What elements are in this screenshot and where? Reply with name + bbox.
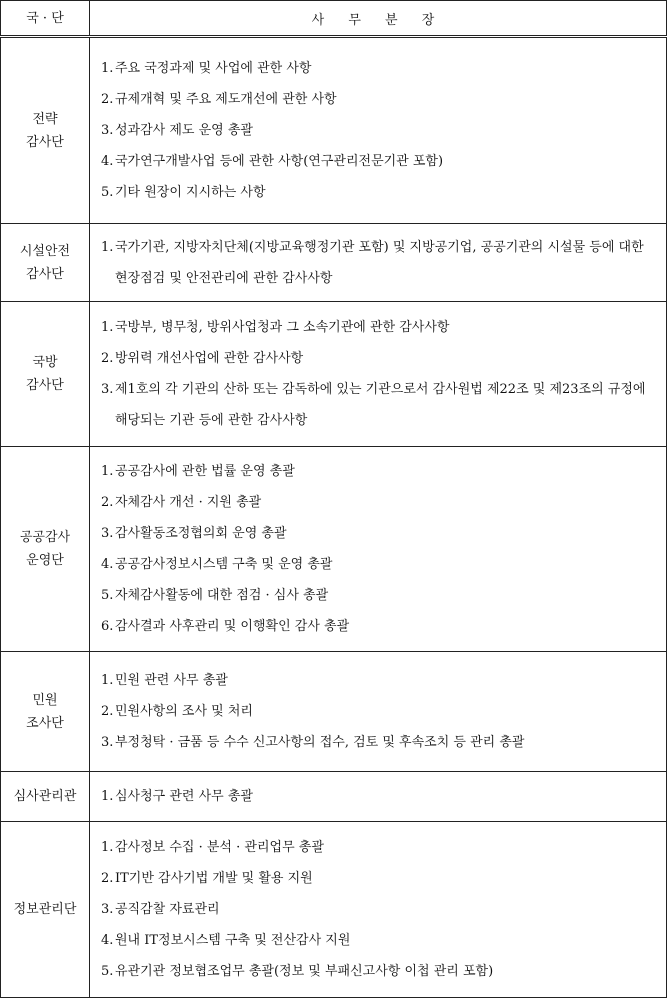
duty-item-number: 3. bbox=[101, 526, 114, 541]
dept-cell bbox=[1, 224, 90, 302]
dept-cell bbox=[1, 652, 90, 772]
duty-item-number: 5. bbox=[101, 588, 114, 603]
duty-item-number: 4. bbox=[101, 154, 114, 169]
duty-item-text: 주요 국정과제 및 사업에 관한 사항 bbox=[115, 61, 312, 76]
duty-item-text: 유관기관 정보협조업무 총괄(정보 및 부패신고사항 이첩 관리 포함) bbox=[115, 964, 494, 979]
duty-item-text: 부정청탁 · 금품 등 수수 신고사항의 접수, 검토 및 후속조치 등 관리 총괄 bbox=[115, 735, 525, 750]
duty-item-number: 4. bbox=[101, 933, 114, 948]
duty-item bbox=[101, 956, 656, 987]
dept-name-line: 조사단 bbox=[26, 715, 64, 731]
duty-item-number: 5. bbox=[101, 185, 114, 200]
dept-name-line: 시설안전 bbox=[19, 243, 71, 259]
duty-item bbox=[101, 925, 656, 956]
dept-name-line: 감사단 bbox=[26, 378, 64, 393]
duty-item bbox=[101, 177, 656, 208]
duty-item-text: 국가기관, 지방자치단체(지방교육행정기관 포함) 및 지방공기업, 공공기관의 시설물 등에 대한 현장점검 및 안전관리에 관한 감사사항 bbox=[115, 239, 644, 286]
table-row bbox=[1, 652, 667, 772]
duty-item-number: 1. bbox=[101, 61, 114, 76]
duty-item-number: 3. bbox=[101, 123, 114, 138]
dept-name-line: 민원 bbox=[32, 692, 58, 708]
duty-item-number: 5. bbox=[101, 964, 114, 979]
duty-item-number: 1. bbox=[101, 840, 114, 855]
duty-item bbox=[101, 863, 656, 894]
duty-item-text: 국방부, 병무청, 방위사업청과 그 소속기관에 관한 감사사항 bbox=[115, 320, 450, 335]
duty-item bbox=[101, 727, 656, 758]
duty-item bbox=[101, 696, 656, 727]
duty-cell bbox=[90, 224, 667, 302]
duty-list bbox=[101, 832, 656, 987]
dept-name-line: 국방 bbox=[32, 355, 58, 370]
duty-item bbox=[101, 146, 656, 177]
duty-list bbox=[101, 232, 656, 294]
duty-item-text: 국가연구개발사업 등에 관한 사항(연구관리전문기관 포함) bbox=[115, 154, 444, 169]
duty-item-number: 2. bbox=[101, 704, 114, 719]
duty-item bbox=[101, 549, 656, 580]
table-body bbox=[1, 37, 667, 998]
duty-item-text: 자체감사 개선 · 지원 총괄 bbox=[115, 495, 262, 510]
duty-item-text: 감사정보 수집 · 분석 · 관리업무 총괄 bbox=[115, 840, 324, 855]
dept-name-line: 감사단 bbox=[26, 266, 64, 282]
duty-cell bbox=[90, 302, 667, 447]
duty-item-text: 공공감사정보시스템 구축 및 운영 총괄 bbox=[115, 557, 333, 572]
duty-item bbox=[101, 518, 656, 549]
duty-item-number: 1. bbox=[101, 673, 114, 688]
dept-cell bbox=[1, 772, 90, 822]
duty-list bbox=[101, 312, 656, 436]
duty-item bbox=[101, 53, 656, 84]
duty-cell bbox=[90, 37, 667, 224]
duty-item bbox=[101, 312, 656, 343]
dept-name-line: 감사단 bbox=[26, 134, 64, 150]
duty-item-text: 방위력 개선사업에 관한 감사사항 bbox=[115, 351, 304, 366]
dept-cell bbox=[1, 37, 90, 224]
duty-item-number: 1. bbox=[101, 239, 114, 255]
duty-cell bbox=[90, 772, 667, 822]
duty-item-number: 2. bbox=[101, 351, 114, 366]
table-row bbox=[1, 447, 667, 652]
dept-name-line: 정보관리단 bbox=[13, 902, 77, 917]
duty-item bbox=[101, 374, 656, 436]
duty-item-text: IT기반 감사기법 개발 및 활용 지원 bbox=[115, 871, 313, 886]
header-dept: 국 · 단 bbox=[1, 1, 90, 37]
header-duty: 사 무 분 장 bbox=[90, 1, 667, 37]
duty-item-text: 성과감사 제도 운영 총괄 bbox=[115, 123, 253, 138]
duty-item-text: 감사활동조정협의회 운영 총괄 bbox=[115, 526, 287, 541]
duty-item-text: 공직감찰 자료관리 bbox=[115, 902, 220, 917]
duty-item-number: 3. bbox=[101, 902, 114, 917]
duty-item bbox=[101, 232, 656, 294]
duty-item-text: 원내 IT정보시스템 구축 및 전산감사 지원 bbox=[115, 933, 351, 948]
duty-item bbox=[101, 781, 656, 812]
dept-name-line: 전략 bbox=[32, 111, 58, 127]
duty-list bbox=[101, 781, 656, 812]
duty-list bbox=[101, 53, 656, 208]
dept-name-line: 운영단 bbox=[26, 553, 64, 568]
duty-item-number: 2. bbox=[101, 495, 114, 510]
duty-item-number: 1. bbox=[101, 464, 114, 479]
duty-item-text: 공공감사에 관한 법률 운영 총괄 bbox=[115, 464, 295, 479]
duty-item bbox=[101, 832, 656, 863]
duty-item bbox=[101, 611, 656, 642]
dept-cell bbox=[1, 822, 90, 998]
duty-item-number: 2. bbox=[101, 871, 114, 886]
duty-item bbox=[101, 580, 656, 611]
duty-item bbox=[101, 456, 656, 487]
duty-item-text: 자체감사활동에 대한 점검 · 심사 총괄 bbox=[115, 588, 329, 603]
table-row bbox=[1, 772, 667, 822]
duty-item bbox=[101, 343, 656, 374]
duty-item-number: 4. bbox=[101, 557, 114, 572]
duty-item-text: 민원 관련 사무 총괄 bbox=[115, 673, 228, 688]
dept-name-line: 심사관리관 bbox=[13, 789, 77, 804]
duty-item-number: 2. bbox=[101, 92, 114, 107]
dept-cell bbox=[1, 447, 90, 652]
duty-list bbox=[101, 456, 656, 642]
duty-cell bbox=[90, 447, 667, 652]
duty-item bbox=[101, 84, 656, 115]
duty-item-text: 규제개혁 및 주요 제도개선에 관한 사항 bbox=[115, 92, 337, 107]
dept-name-line: 공공감사 bbox=[19, 530, 71, 545]
duty-cell bbox=[90, 652, 667, 772]
table-row bbox=[1, 224, 667, 302]
duty-item bbox=[101, 115, 656, 146]
duty-item bbox=[101, 487, 656, 518]
duty-item-number: 3. bbox=[101, 735, 114, 750]
table-row bbox=[1, 302, 667, 447]
table-row bbox=[1, 822, 667, 998]
duty-item-number: 1. bbox=[101, 320, 114, 335]
duty-item-number: 3. bbox=[101, 382, 114, 397]
duty-item-text: 기타 원장이 지시하는 사항 bbox=[115, 185, 266, 200]
duty-item-text: 감사결과 사후관리 및 이행확인 감사 총괄 bbox=[115, 619, 350, 634]
table-row bbox=[1, 37, 667, 224]
duty-item-text: 민원사항의 조사 및 처리 bbox=[115, 704, 253, 719]
dept-cell bbox=[1, 302, 90, 447]
table-header-row bbox=[1, 1, 667, 37]
duty-list bbox=[101, 665, 656, 758]
duty-item bbox=[101, 894, 656, 925]
duty-item-number: 1. bbox=[101, 789, 114, 804]
duty-item-number: 6. bbox=[101, 619, 114, 634]
duty-item-text: 심사청구 관련 사무 총괄 bbox=[115, 789, 253, 804]
duty-item bbox=[101, 665, 656, 696]
duty-cell bbox=[90, 822, 667, 998]
duty-item-text: 제1호의 각 기관의 산하 또는 감독하에 있는 기관으로서 감사원법 제22조 및 제23조의 규정에 해당되는 기관 등에 관한 감사사항 bbox=[115, 382, 646, 428]
